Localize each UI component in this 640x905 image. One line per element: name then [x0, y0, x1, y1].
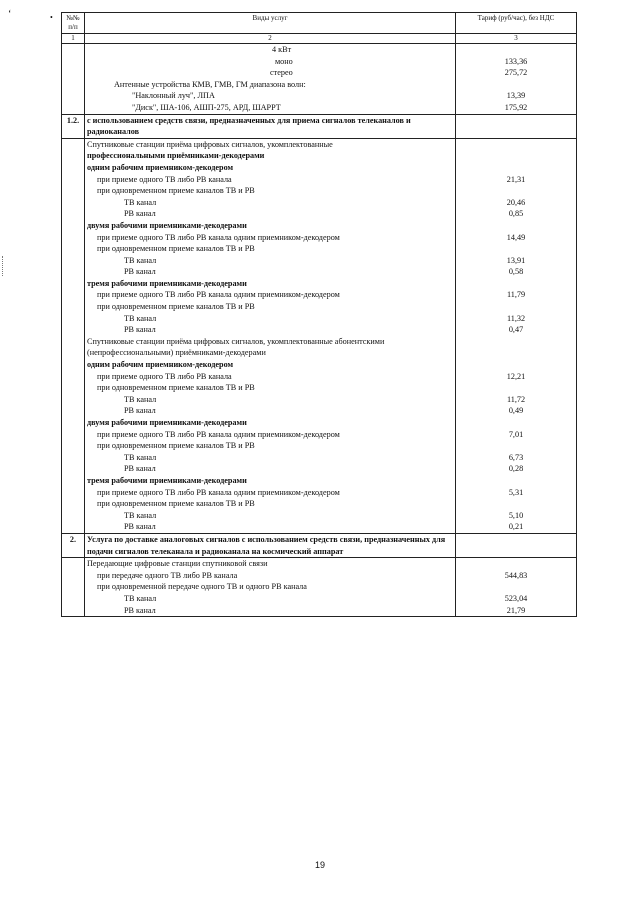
row-number-cell [62, 487, 85, 499]
service-name-cell: с использованием средств связи, предназначенных для приема сигналов телеканалов и радиоканалов [85, 114, 456, 138]
table-row [62, 174, 577, 186]
service-name-cell: (непрофессиональными) приёмниками-декодерами [85, 347, 456, 359]
section-row [62, 114, 577, 138]
service-name-cell: РВ канал [85, 208, 456, 220]
service-name-cell: тремя рабочими приемниками-декодерами [85, 475, 456, 487]
table-row [62, 581, 577, 593]
tariff-value-cell: 0,47 [456, 324, 577, 336]
service-name-cell: при приеме одного ТВ либо РВ канала [85, 174, 456, 186]
table-row [62, 394, 577, 406]
section-row [62, 533, 577, 557]
table-row [62, 593, 577, 605]
row-number-cell [62, 371, 85, 383]
header-tariff-cell: Тариф (руб/час), без НДС [456, 13, 577, 34]
row-number-cell [62, 313, 85, 325]
table-row [62, 232, 577, 244]
tariff-value-cell [456, 382, 577, 394]
column-number-1: 1 [62, 34, 85, 44]
service-name-cell: при передаче одного ТВ либо РВ канала [85, 570, 456, 582]
table-row [62, 440, 577, 452]
table-row [62, 382, 577, 394]
row-number-cell [62, 570, 85, 582]
tariff-value-cell: 133,36 [456, 56, 577, 68]
row-number-cell [62, 79, 85, 91]
service-name-cell: профессиональными приёмниками-декодерами [85, 150, 456, 162]
row-number-cell [62, 102, 85, 114]
tariff-value-cell [456, 185, 577, 197]
row-number-cell [62, 581, 85, 593]
service-name-cell: одним рабочим приемником-декодером [85, 162, 456, 174]
service-name-cell: Передающие цифровые станции спутниковой связи [85, 558, 456, 570]
tariff-value-cell: 544,83 [456, 570, 577, 582]
row-number-cell [62, 475, 85, 487]
table-row [62, 220, 577, 232]
service-name-cell: при одновременной передаче одного ТВ и одного РВ канала [85, 581, 456, 593]
row-number-cell [62, 243, 85, 255]
service-name-cell: одним рабочим приемником-декодером [85, 359, 456, 371]
tariff-value-cell: 6,73 [456, 452, 577, 464]
service-name-cell: ТВ канал [85, 510, 456, 522]
service-name-cell: моно [85, 56, 456, 68]
tariff-value-cell [456, 162, 577, 174]
service-name-cell: ТВ канал [85, 197, 456, 209]
service-name-cell: РВ канал [85, 521, 456, 533]
tariff-value-cell: 13,39 [456, 90, 577, 102]
service-name-cell: стерео [85, 67, 456, 79]
service-name-cell: при одновременном приеме каналов ТВ и РВ [85, 301, 456, 313]
tariff-value-cell [456, 220, 577, 232]
table-row [62, 138, 577, 150]
row-number-cell [62, 67, 85, 79]
service-name-cell: двумя рабочими приемниками-декодерами [85, 417, 456, 429]
row-number-cell [62, 429, 85, 441]
row-number-cell [62, 359, 85, 371]
row-number-cell [62, 558, 85, 570]
table-row [62, 487, 577, 499]
table-row [62, 605, 577, 617]
service-name-cell: Услуга по доставке аналоговых сигналов с использованием средств связи, предназначенных для подачи сигналов телеканала и радиоканала на космический аппарат [85, 533, 456, 557]
table-row [62, 208, 577, 220]
service-name-cell: ТВ канал [85, 452, 456, 464]
table-row [62, 185, 577, 197]
service-name-cell: ТВ канал [85, 313, 456, 325]
row-number-cell [62, 56, 85, 68]
row-number-cell [62, 162, 85, 174]
row-number-cell [62, 278, 85, 290]
service-name-cell: РВ канал [85, 266, 456, 278]
row-number-cell [62, 232, 85, 244]
tariff-value-cell: 523,04 [456, 593, 577, 605]
tariff-value-cell [456, 359, 577, 371]
service-name-cell: Спутниковые станции приёма цифровых сигналов, укомплектованные абонентскими [85, 336, 456, 348]
tariff-value-cell: 21,79 [456, 605, 577, 617]
row-number-cell [62, 510, 85, 522]
scan-edge-marks [2, 256, 4, 276]
tariff-value-cell [456, 417, 577, 429]
table-row [62, 255, 577, 267]
row-number-cell [62, 463, 85, 475]
table-row [62, 498, 577, 510]
row-number-cell: 2. [62, 533, 85, 557]
service-name-cell: при одновременном приеме каналов ТВ и РВ [85, 185, 456, 197]
margin-tick-mark: ʻ [8, 9, 12, 20]
tariff-value-cell [456, 475, 577, 487]
service-name-cell: ТВ канал [85, 593, 456, 605]
tariff-value-cell: 21,31 [456, 174, 577, 186]
row-number-cell [62, 255, 85, 267]
service-name-cell: РВ канал [85, 405, 456, 417]
tariff-value-cell: 14,49 [456, 232, 577, 244]
table-row [62, 278, 577, 290]
service-name-cell: "Наклонный луч", ЛПА [85, 90, 456, 102]
tariff-value-cell: 5,31 [456, 487, 577, 499]
service-name-cell: двумя рабочими приемниками-декодерами [85, 220, 456, 232]
tariff-value-cell [456, 44, 577, 56]
row-number-cell [62, 150, 85, 162]
table-row [62, 197, 577, 209]
tariff-value-cell: 11,32 [456, 313, 577, 325]
table-row [62, 67, 577, 79]
service-name-cell: при приеме одного ТВ либо РВ канала [85, 371, 456, 383]
service-name-cell: при приеме одного ТВ либо РВ канала одним приемником-декодером [85, 487, 456, 499]
table-row [62, 570, 577, 582]
service-name-cell: при одновременном приеме каналов ТВ и РВ [85, 498, 456, 510]
table-row [62, 289, 577, 301]
row-number-cell [62, 90, 85, 102]
row-number-cell [62, 197, 85, 209]
table-row [62, 243, 577, 255]
table-row [62, 475, 577, 487]
header-service-cell: Виды услуг [85, 13, 456, 34]
tariff-value-cell: 275,72 [456, 67, 577, 79]
tariff-value-cell: 12,21 [456, 371, 577, 383]
tariff-value-cell: 11,72 [456, 394, 577, 406]
tariff-value-cell [456, 79, 577, 91]
table-row [62, 56, 577, 68]
tariff-value-cell: 0,58 [456, 266, 577, 278]
tariff-value-cell: 175,92 [456, 102, 577, 114]
row-number-cell [62, 440, 85, 452]
tariff-value-cell: 0,28 [456, 463, 577, 475]
tariff-value-cell [456, 440, 577, 452]
table-row [62, 405, 577, 417]
tariff-value-cell: 20,46 [456, 197, 577, 209]
tariff-value-cell [456, 498, 577, 510]
table-row [62, 313, 577, 325]
row-number-cell [62, 266, 85, 278]
table-row [62, 79, 577, 91]
tariff-value-cell [456, 336, 577, 348]
row-number-cell [62, 220, 85, 232]
tariff-value-cell: 7,01 [456, 429, 577, 441]
table-row [62, 324, 577, 336]
table-row [62, 44, 577, 56]
tariff-value-cell: 0,21 [456, 521, 577, 533]
table-row [62, 429, 577, 441]
service-name-cell: при приеме одного ТВ либо РВ канала одним приемником-декодером [85, 429, 456, 441]
service-name-cell: РВ канал [85, 605, 456, 617]
row-number-cell [62, 498, 85, 510]
table-row [62, 463, 577, 475]
table-row [62, 452, 577, 464]
row-number-cell [62, 382, 85, 394]
service-name-cell: "Диск", ША-106, АШП-275, АРД, ШАРРТ [85, 102, 456, 114]
table-row [62, 417, 577, 429]
table-row [62, 510, 577, 522]
row-number-cell [62, 138, 85, 150]
header-number-cell: №№ п/п [62, 13, 85, 34]
tariff-value-cell: 0,85 [456, 208, 577, 220]
table-row [62, 359, 577, 371]
tariff-value-cell [456, 581, 577, 593]
tariff-value-cell: 5,10 [456, 510, 577, 522]
tariff-value-cell: 13,91 [456, 255, 577, 267]
service-name-cell: ТВ канал [85, 255, 456, 267]
tariff-value-cell [456, 558, 577, 570]
service-name-cell: при одновременном приеме каналов ТВ и РВ [85, 243, 456, 255]
service-name-cell: РВ канал [85, 463, 456, 475]
tariff-value-cell [456, 243, 577, 255]
row-number-cell [62, 417, 85, 429]
row-number-cell [62, 347, 85, 359]
row-number-cell [62, 336, 85, 348]
column-number-row [62, 34, 577, 44]
table-row [62, 150, 577, 162]
service-name-cell: тремя рабочими приемниками-декодерами [85, 278, 456, 290]
row-number-cell [62, 289, 85, 301]
page-number: 19 [314, 860, 325, 870]
table-row [62, 301, 577, 313]
column-number-2: 2 [85, 34, 456, 44]
row-number-cell [62, 185, 85, 197]
margin-dot-mark: • [50, 13, 53, 22]
tariff-value-cell [456, 114, 577, 138]
row-number-cell [62, 174, 85, 186]
service-name-cell: при приеме одного ТВ либо РВ канала одним приемником-декодером [85, 232, 456, 244]
row-number-cell [62, 44, 85, 56]
row-number-cell [62, 301, 85, 313]
service-name-cell: при одновременном приеме каналов ТВ и РВ [85, 382, 456, 394]
row-number-cell [62, 394, 85, 406]
row-number-cell [62, 605, 85, 617]
table-row [62, 558, 577, 570]
table-body [62, 44, 577, 617]
tariff-table [61, 12, 577, 617]
tariff-value-cell [456, 150, 577, 162]
service-name-cell: РВ канал [85, 324, 456, 336]
service-name-cell: Антенные устройства КМВ, ГМВ, ГМ диапазона волн: [85, 79, 456, 91]
table-row [62, 266, 577, 278]
table-row [62, 90, 577, 102]
row-number-cell [62, 405, 85, 417]
service-name-cell: ТВ канал [85, 394, 456, 406]
tariff-value-cell: 0,49 [456, 405, 577, 417]
table-header-row [62, 13, 577, 34]
tariff-value-cell [456, 138, 577, 150]
row-number-cell: 1.2. [62, 114, 85, 138]
table-row [62, 102, 577, 114]
row-number-cell [62, 324, 85, 336]
service-name-cell: 4 кВт [85, 44, 456, 56]
table-row [62, 336, 577, 348]
table-row [62, 371, 577, 383]
service-name-cell: при приеме одного ТВ либо РВ канала одним приемником-декодером [85, 289, 456, 301]
service-name-cell: Спутниковые станции приёма цифровых сигналов, укомплектованные [85, 138, 456, 150]
row-number-cell [62, 452, 85, 464]
table-row [62, 347, 577, 359]
tariff-value-cell [456, 347, 577, 359]
column-number-3: 3 [456, 34, 577, 44]
service-name-cell: при одновременном приеме каналов ТВ и РВ [85, 440, 456, 452]
row-number-cell [62, 521, 85, 533]
tariff-value-cell: 11,79 [456, 289, 577, 301]
tariff-value-cell [456, 301, 577, 313]
row-number-cell [62, 593, 85, 605]
tariff-value-cell [456, 533, 577, 557]
table-row [62, 521, 577, 533]
tariff-value-cell [456, 278, 577, 290]
row-number-cell [62, 208, 85, 220]
table-row [62, 162, 577, 174]
